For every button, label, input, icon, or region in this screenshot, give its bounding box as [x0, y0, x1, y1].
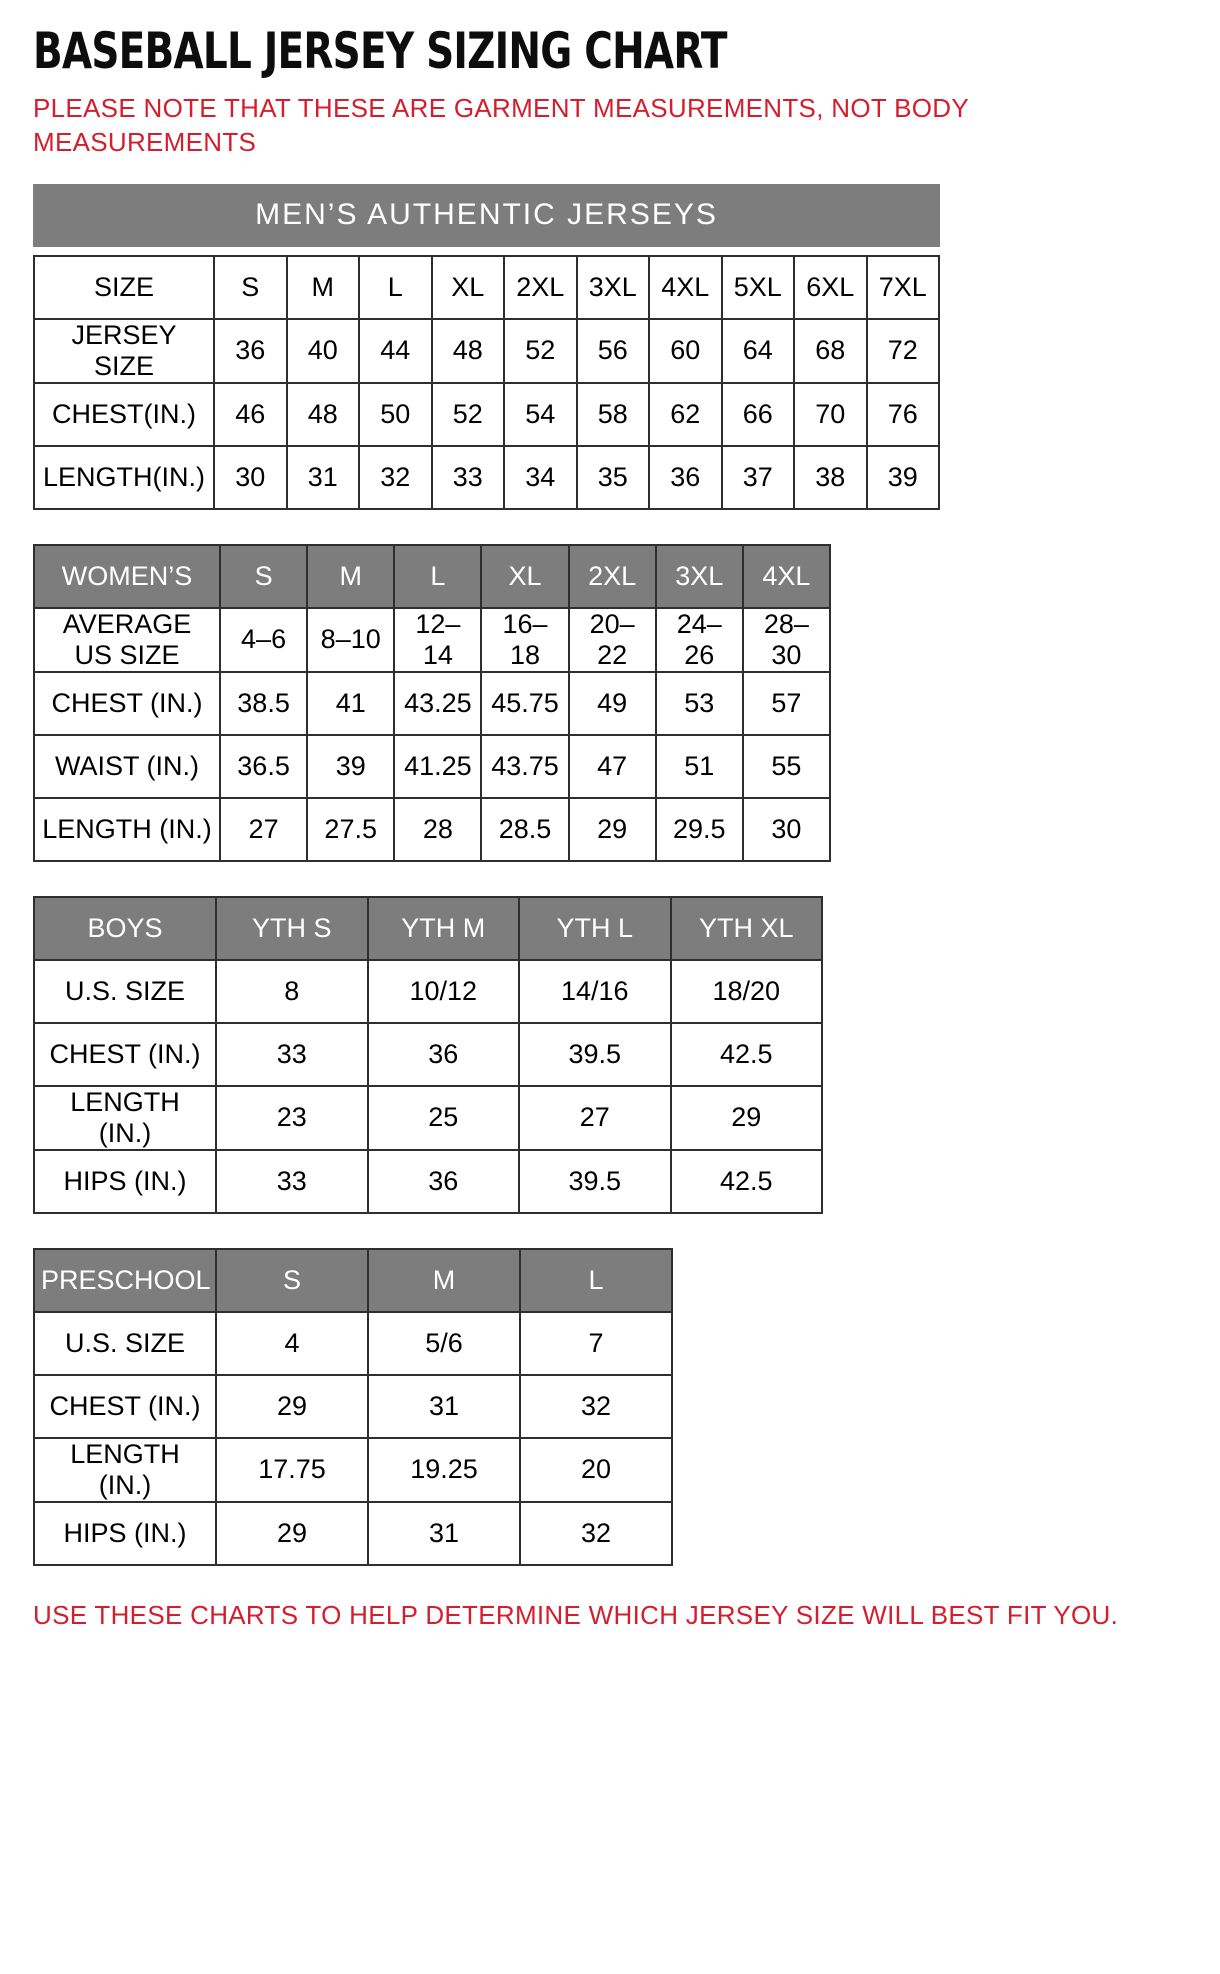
table-cell: 34 — [504, 446, 577, 509]
row-label: AVERAGE US SIZE — [34, 608, 220, 672]
table-cell: 68 — [794, 319, 867, 383]
table-cell: 45.75 — [481, 672, 568, 735]
table-cell: 41 — [307, 672, 394, 735]
table-cell: 39 — [307, 735, 394, 798]
table-cell: 72 — [867, 319, 940, 383]
row-label: CHEST(IN.) — [34, 383, 214, 446]
table-cell: 25 — [368, 1086, 520, 1150]
table-cell: 40 — [287, 319, 360, 383]
column-header: 2XL — [504, 256, 577, 319]
column-header: M — [287, 256, 360, 319]
table-cell: 4 — [216, 1312, 368, 1375]
table-cell: 27.5 — [307, 798, 394, 861]
table-cell: 35 — [577, 446, 650, 509]
row-label: BOYS — [34, 897, 216, 960]
table-cell: 50 — [359, 383, 432, 446]
table-cell: 28 — [394, 798, 481, 861]
header-row — [34, 897, 822, 960]
header-row — [34, 256, 939, 319]
table-cell: 10/12 — [368, 960, 520, 1023]
row-label: PRESCHOOL — [34, 1249, 216, 1312]
row-label: JERSEY SIZE — [34, 319, 214, 383]
table-cell: 14/16 — [519, 960, 671, 1023]
table-cell: 52 — [504, 319, 577, 383]
row-label: HIPS (IN.) — [34, 1150, 216, 1213]
table-cell: 29 — [216, 1375, 368, 1438]
table-cell: 38.5 — [220, 672, 307, 735]
table-cell: 32 — [520, 1375, 672, 1438]
column-header: 2XL — [569, 545, 656, 608]
table-cell: 51 — [656, 735, 743, 798]
table-cell: 5/6 — [368, 1312, 520, 1375]
table-cell: 29.5 — [656, 798, 743, 861]
table-row — [34, 446, 939, 509]
column-header: M — [368, 1249, 520, 1312]
boys-size-table — [33, 896, 823, 1214]
column-header: 3XL — [656, 545, 743, 608]
sizing-table-preschool — [33, 1248, 1190, 1566]
table-row — [34, 960, 822, 1023]
table-banner: MEN’S AUTHENTIC JERSEYS — [33, 184, 940, 247]
table-row — [34, 672, 830, 735]
column-header: 6XL — [794, 256, 867, 319]
table-cell: 28.5 — [481, 798, 568, 861]
column-header: 5XL — [722, 256, 795, 319]
table-cell: 32 — [359, 446, 432, 509]
table-cell: 33 — [216, 1150, 368, 1213]
table-cell: 8–10 — [307, 608, 394, 672]
table-row — [34, 1150, 822, 1213]
row-label: LENGTH (IN.) — [34, 1438, 216, 1502]
header-row — [34, 545, 830, 608]
table-cell: 16–18 — [481, 608, 568, 672]
table-cell: 8 — [216, 960, 368, 1023]
table-cell: 49 — [569, 672, 656, 735]
table-cell: 66 — [722, 383, 795, 446]
table-cell: 36 — [368, 1023, 520, 1086]
table-cell: 42.5 — [671, 1023, 823, 1086]
column-header: YTH L — [519, 897, 671, 960]
row-label: WAIST (IN.) — [34, 735, 220, 798]
column-header: S — [216, 1249, 368, 1312]
table-cell: 20–22 — [569, 608, 656, 672]
table-cell: 27 — [519, 1086, 671, 1150]
table-cell: 36.5 — [220, 735, 307, 798]
table-cell: 76 — [867, 383, 940, 446]
table-cell: 56 — [577, 319, 650, 383]
table-row — [34, 608, 830, 672]
table-cell: 42.5 — [671, 1150, 823, 1213]
row-label: CHEST (IN.) — [34, 1023, 216, 1086]
column-header: L — [359, 256, 432, 319]
table-cell: 44 — [359, 319, 432, 383]
table-cell: 48 — [432, 319, 505, 383]
womens-size-table — [33, 544, 831, 862]
table-cell: 48 — [287, 383, 360, 446]
table-cell: 28–30 — [743, 608, 830, 672]
table-cell: 30 — [743, 798, 830, 861]
table-cell: 29 — [569, 798, 656, 861]
column-header: XL — [481, 545, 568, 608]
table-cell: 53 — [656, 672, 743, 735]
footer-note: USE THESE CHARTS TO HELP DETERMINE WHICH JERSEY SIZE WILL BEST FIT YOU. — [33, 1599, 1119, 1630]
table-cell: 55 — [743, 735, 830, 798]
table-cell: 39 — [867, 446, 940, 509]
column-header: L — [394, 545, 481, 608]
table-cell: 31 — [287, 446, 360, 509]
mens-size-table — [33, 255, 940, 510]
sizing-table-womens — [33, 544, 1190, 862]
table-cell: 33 — [216, 1023, 368, 1086]
row-label: LENGTH (IN.) — [34, 1086, 216, 1150]
table-cell: 58 — [577, 383, 650, 446]
table-cell: 31 — [368, 1502, 520, 1565]
table-cell: 32 — [520, 1502, 672, 1565]
column-header: 4XL — [743, 545, 830, 608]
column-header: 4XL — [649, 256, 722, 319]
column-header: YTH XL — [671, 897, 823, 960]
table-cell: 64 — [722, 319, 795, 383]
table-cell: 36 — [214, 319, 287, 383]
table-row — [34, 383, 939, 446]
header-row — [34, 1249, 672, 1312]
table-cell: 43.75 — [481, 735, 568, 798]
row-label: U.S. SIZE — [34, 960, 216, 1023]
table-row — [34, 1086, 822, 1150]
table-cell: 54 — [504, 383, 577, 446]
table-cell: 70 — [794, 383, 867, 446]
table-row — [34, 1312, 672, 1375]
table-cell: 36 — [649, 446, 722, 509]
column-header: S — [214, 256, 287, 319]
preschool-size-table — [33, 1248, 673, 1566]
page-title: BASEBALL JERSEY SIZING CHART — [33, 22, 727, 80]
row-label: WOMEN’S — [34, 545, 220, 608]
table-cell: 4–6 — [220, 608, 307, 672]
table-cell: 37 — [722, 446, 795, 509]
column-header: S — [220, 545, 307, 608]
table-cell: 18/20 — [671, 960, 823, 1023]
table-cell: 41.25 — [394, 735, 481, 798]
row-label: LENGTH(IN.) — [34, 446, 214, 509]
column-header: YTH S — [216, 897, 368, 960]
column-header: YTH M — [368, 897, 520, 960]
table-row — [34, 798, 830, 861]
table-cell: 60 — [649, 319, 722, 383]
column-header: M — [307, 545, 394, 608]
column-header: L — [520, 1249, 672, 1312]
table-cell: 43.25 — [394, 672, 481, 735]
table-cell: 62 — [649, 383, 722, 446]
table-cell: 7 — [520, 1312, 672, 1375]
column-header: 3XL — [577, 256, 650, 319]
table-cell: 38 — [794, 446, 867, 509]
table-row — [34, 1375, 672, 1438]
table-cell: 23 — [216, 1086, 368, 1150]
row-label: HIPS (IN.) — [34, 1502, 216, 1565]
garment-measurement-note: PLEASE NOTE THAT THESE ARE GARMENT MEASUREMENTS, NOT BODY MEASUREMENTS — [33, 93, 969, 157]
row-label: SIZE — [34, 256, 214, 319]
tables-container — [33, 184, 1190, 1566]
table-cell: 33 — [432, 446, 505, 509]
table-cell: 31 — [368, 1375, 520, 1438]
column-header: XL — [432, 256, 505, 319]
table-cell: 27 — [220, 798, 307, 861]
column-header: 7XL — [867, 256, 940, 319]
row-label: U.S. SIZE — [34, 1312, 216, 1375]
sizing-table-mens — [33, 184, 1190, 510]
row-label: CHEST (IN.) — [34, 1375, 216, 1438]
table-cell: 47 — [569, 735, 656, 798]
table-cell: 39.5 — [519, 1023, 671, 1086]
table-cell: 29 — [671, 1086, 823, 1150]
table-cell: 24–26 — [656, 608, 743, 672]
row-label: LENGTH (IN.) — [34, 798, 220, 861]
table-cell: 39.5 — [519, 1150, 671, 1213]
table-cell: 19.25 — [368, 1438, 520, 1502]
table-cell: 46 — [214, 383, 287, 446]
table-row — [34, 1438, 672, 1502]
row-label: CHEST (IN.) — [34, 672, 220, 735]
table-cell: 20 — [520, 1438, 672, 1502]
table-cell: 52 — [432, 383, 505, 446]
table-row — [34, 1023, 822, 1086]
sizing-table-boys — [33, 896, 1190, 1214]
table-row — [34, 735, 830, 798]
table-cell: 36 — [368, 1150, 520, 1213]
table-cell: 17.75 — [216, 1438, 368, 1502]
table-cell: 57 — [743, 672, 830, 735]
table-cell: 12–14 — [394, 608, 481, 672]
table-cell: 29 — [216, 1502, 368, 1565]
table-cell: 30 — [214, 446, 287, 509]
table-row — [34, 319, 939, 383]
table-row — [34, 1502, 672, 1565]
